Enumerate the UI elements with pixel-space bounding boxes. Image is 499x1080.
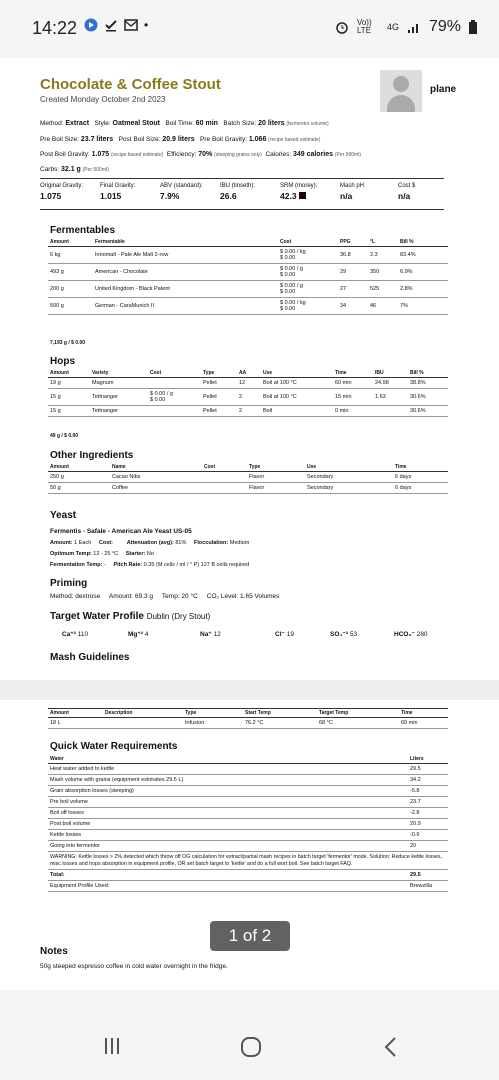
fermentable-row: 493 g American - Chocolate $ 0.00 / g $ 0.00 29 350 6.9%: [48, 264, 448, 281]
water-row: Post boil volume 20.9: [48, 819, 448, 830]
priming-details: Method: dextrose Amount: 69.3 g Temp: 20 °C CO₂ Level: 1.65 Volumes: [50, 593, 280, 600]
quick-water-heading: Quick Water Requirements: [50, 741, 178, 752]
notes-text: 50g steeped espresso coffee in cold water overnight in the fridge.: [40, 963, 228, 970]
other-ingredient-row: 250 g Cacao Nibs Flavor Secondary 6 days: [48, 472, 448, 483]
recents-button[interactable]: [102, 1036, 122, 1062]
stat-ibu: IBU (tinseth): 26.6: [220, 183, 256, 201]
meta-line-2: Pre Boil Size: 23.7 liters Post Boil Size: 20.9 liters Pre Boil Gravity: 1.066 (recipe based estimate): [40, 136, 321, 143]
avatar: [380, 70, 422, 112]
stat-fg: Final Gravity: 1.015: [100, 183, 136, 201]
water-row: Grain absorption losses (steeping) -5.8: [48, 786, 448, 797]
notification-icons: [84, 18, 148, 32]
meta-line-3: Post Boil Gravity: 1.075 (recipe based estimate) Efficiency: 70% (steeping grains only) Calories: 349 calories (Per 500ml): [40, 151, 361, 158]
meta-line-1: Method: Extract Style: Oatmeal Stout Boil Time: 60 min Batch Size: 20 liters (fermentor volume): [40, 120, 329, 127]
other-ingredient-row: 50 g Coffee Flavor Secondary 6 days: [48, 483, 448, 494]
water-row: Heat water added to kettle 29.5: [48, 764, 448, 775]
recipe-title: Chocolate & Coffee Stout: [40, 76, 221, 93]
stats-summary: [40, 178, 444, 210]
status-time: 14:22: [32, 18, 78, 38]
notes-heading: Notes: [40, 946, 68, 957]
yeast-line-2: Optimum Temp: 12 - 25 °C Starter: No: [50, 551, 154, 557]
created-date: Created Monday October 2nd 2023: [40, 95, 166, 104]
other-rows: [48, 472, 448, 494]
yeast-heading: Yeast: [50, 510, 77, 521]
kettle-warning: WARNING: Kettle losses > 2% detected which throw off OG calculation for extract/partial mash recipes in batch target 'fermentor' mode. Solution: Reduce kettle losses, misc losses and hops absorption in equipment profile, OR set batch target to 'kettle' and do a full wort boil. See batch target FAQ.: [48, 852, 448, 870]
battery-percent: 79%: [428, 18, 461, 35]
yeast-line-1: Amount: 1 Each Cost: Attenuation (avg): 81% Flocculation: Medium: [50, 540, 250, 546]
status-bar: [0, 0, 499, 58]
mash-step-row: 18 L Infusion 76.2 °C 68 °C 60 min: [48, 718, 448, 729]
yeast-line-3: Fermentation Temp: - Pitch Rate: 0.35 (M cells / ml / ° P) 127 B cells required: [50, 562, 250, 568]
water-row: Pre boil volume 23.7: [48, 797, 448, 808]
hop-row: 19 g Magnum Pellet 12 Boil at 100 °C 60 min 24.98 38.8%: [48, 378, 448, 389]
fermentables-total: 7,193 g / $ 0.00: [50, 340, 86, 346]
quick-water-table: Water Liters Heat water added to kettle 29.5 Mash volume with grains (equipment estimates 29.5 L) 34.2 Grain absorption losses (steeping) -5.8 Pre boil volume 23.7 Boil off losses -2.8 Post boil volume 20.9 Kettle losses -0.9 Going into fermentor 20 WARNING: Kettle losses > 2% detected which throw off OG calculation for extract/partial mash recipes in batch target 'fermentor' mode. Solution: Reduce kettle losses, misc losses and hops absorption in equipment profile, OR set batch target to 'kettle' and do a full wort boil. See batch target FAQ. Total: 29.5 Equipment Profile Used: Brewzilla: [48, 755, 448, 892]
meta-line-4: Carbs: 32.1 g (Per 500ml): [40, 166, 109, 173]
signal-icon: [407, 20, 421, 34]
hops-rows: [48, 378, 448, 417]
back-button[interactable]: [383, 1036, 399, 1064]
water-profile-heading: Target Water Profile Dublin (Dry Stout): [50, 611, 211, 622]
more-notifications-icon: •: [144, 18, 149, 32]
mash-table: Amount Description Type Start Temp Target Temp Time 18 L Infusion 76.2 °C 68 °C 60 min: [48, 708, 448, 729]
stat-abv: ABV (standard): 7.9%: [160, 183, 203, 201]
page-gap: [0, 680, 499, 700]
system-icons: [335, 18, 477, 36]
hop-row: 15 g Tettnanger Pellet 2 Boil 0 min 30.6%: [48, 406, 448, 417]
hops-heading: Hops: [50, 356, 75, 367]
volte-label: Vo)) LTE: [356, 18, 372, 35]
quick-water-rows: [48, 764, 448, 852]
fermentable-row: 200 g United Kingdom - Black Patent $ 0.00 / g $ 0.00 27 525 2.8%: [48, 281, 448, 298]
hops-total: 49 g / $ 0.00: [50, 433, 79, 439]
water-row: Going into fermentor 20: [48, 841, 448, 852]
pdf-page-1[interactable]: Chocolate & Coffee Stout Created Monday October 2nd 2023 plane Method: Extract Style: Oatmeal Stout Boil Time: 60 min Batch Size: 20 liters (fermentor volume) Pre Boil Size: 23.7 liters Post Boil Size: 20.9 liters Pre Boil Gravity: 1.066 (recipe based estimate) Post Boil Gravity: 1.075 (recipe based estimate) Efficiency: 70% (steeping grains only) Calories: 349 calories (Per 500ml) Carbs: 32.1 g (Per 500ml) Original Gravity: 1.075 Final Gravity: 1.015 ABV (standard): 7.9% IBU (tinseth): 26.6 SRM (morey): 42.3 Mash pH n/a Cost $ n/a Fermentables Amount Fermentable Cost PPG °L Bill % 6 kg Innomalt - Pale Ale Malt 2-row $ 0.00 / kg $ 0.00 36.8 2.3 83.4% 493 g American - Chocolate $ 0.00 / g $ 0.00 29 350 6.9% 200 g United Kingdom - Black Patent $ 0.00 / g $ 0.00 27 525 2.8% 500 g German - CaraMunich II $ 0.00 / kg $ 0.00 34 46 7% 7,193 g / $ 0.00 Hops Amount Variety Cost Type AA Use Time IBU Bill % 19 g Magnum Pellet 12 Boil at 100 °C 60 min 24.98 38.8% 15 g Tettnanger $ 0.00 / g $ 0.00 Pellet 2 Boil at 100 °C 15 min 1.63 30.6% 15 g Tettnanger Pellet 2 Boil 0 min 30.6% 49 g / $ 0.00 Other Ingredients Amount Name Cost Type Use Time 250 g Cacao Nibs Flavor Secondary 6 days 50 g Coffee Flavor Secondary 6 days Yeast Fermentis - Safale - American Ale Yeast US-05 Amount: 1 Each Cost: Attenuation (avg): 81% Flocculation: Medium Optimum Temp: 12 - 25 °C Starter: No Fermentation Temp: - Pitch Rate: 0.35 (M cells / ml / ° P) 127 B cells required Priming Method: dextrose Amount: 69.3 g Temp: 20 °C CO₂ Level: 1.65 Volumes Target Water Profile Dublin (Dry Stout) Ca⁺² 110 Mg⁺² 4 Na⁺ 12 Cl⁻ 19 SO₄⁻² 53 HCO₃⁻ 280 Mash Guidelines: [0, 58, 499, 680]
srm-color-swatch: [299, 192, 306, 199]
mail-icon: [124, 18, 138, 32]
recents-icon: [102, 1036, 122, 1056]
back-icon: [383, 1036, 399, 1058]
fermentables-rows: [48, 247, 448, 315]
other-ingredients-table: Amount Name Cost Type Use Time 250 g Cacao Nibs Flavor Secondary 6 days 50 g Coffee Flavor Secondary 6 days: [48, 463, 448, 494]
stat-srm: SRM (morey): 42.3: [280, 183, 318, 201]
stat-og: Original Gravity: 1.075: [40, 183, 84, 201]
hops-table: Amount Variety Cost Type AA Use Time IBU Bill % 19 g Magnum Pellet 12 Boil at 100 °C 60 min 24.98 38.8% 15 g Tettnanger $ 0.00 / g $ 0.00 Pellet 2 Boil at 100 °C 15 min 1.63 30.6% 15 g Tettnanger Pellet 2 Boil 0 min 30.6%: [48, 369, 448, 417]
fermentables-table: Amount Fermentable Cost PPG °L Bill % 6 kg Innomalt - Pale Ale Malt 2-row $ 0.00 / kg $ 0.00 36.8 2.3 83.4% 493 g American - Chocolate $ 0.00 / g $ 0.00 29 350 6.9% 200 g United Kingdom - Black Patent $ 0.00 / g $ 0.00 27 525 2.8% 500 g German - CaraMunich II $ 0.00 / kg $ 0.00 34 46 7%: [48, 238, 448, 315]
mash-rows: [48, 718, 448, 729]
water-row: Boil off losses -2.8: [48, 808, 448, 819]
mash-guidelines-heading: Mash Guidelines: [50, 652, 130, 663]
network-label: 4G: [386, 22, 399, 32]
fermentable-row: 6 kg Innomalt - Pale Ale Malt 2-row $ 0.00 / kg $ 0.00 36.8 2.3 83.4%: [48, 247, 448, 264]
navigation-bar: [0, 1010, 499, 1080]
download-done-icon: [104, 18, 118, 32]
priming-heading: Priming: [50, 578, 88, 589]
page-indicator: 1 of 2: [210, 921, 290, 951]
home-icon: [240, 1036, 262, 1058]
water-row: Kettle losses -0.9: [48, 830, 448, 841]
other-ingredients-heading: Other Ingredients: [50, 450, 134, 461]
fermentable-row: 500 g German - CaraMunich II $ 0.00 / kg $ 0.00 34 46 7%: [48, 298, 448, 315]
water-row: Mash volume with grains (equipment estimates 29.5 L) 34.2: [48, 775, 448, 786]
username: plane: [430, 84, 457, 95]
hop-row: 15 g Tettnanger $ 0.00 / g $ 0.00 Pellet 2 Boil at 100 °C 15 min 1.63 30.6%: [48, 389, 448, 406]
stat-mash-ph: Mash pH n/a: [340, 183, 365, 201]
fermentables-heading: Fermentables: [50, 225, 116, 236]
alarm-icon: [335, 20, 349, 34]
battery-icon: [469, 20, 477, 34]
yeast-name: Fermentis - Safale - American Ale Yeast US-05: [50, 528, 192, 535]
stat-cost: Cost $ n/a: [398, 183, 416, 201]
home-button[interactable]: [240, 1036, 262, 1064]
app-notification-icon: [84, 18, 98, 32]
